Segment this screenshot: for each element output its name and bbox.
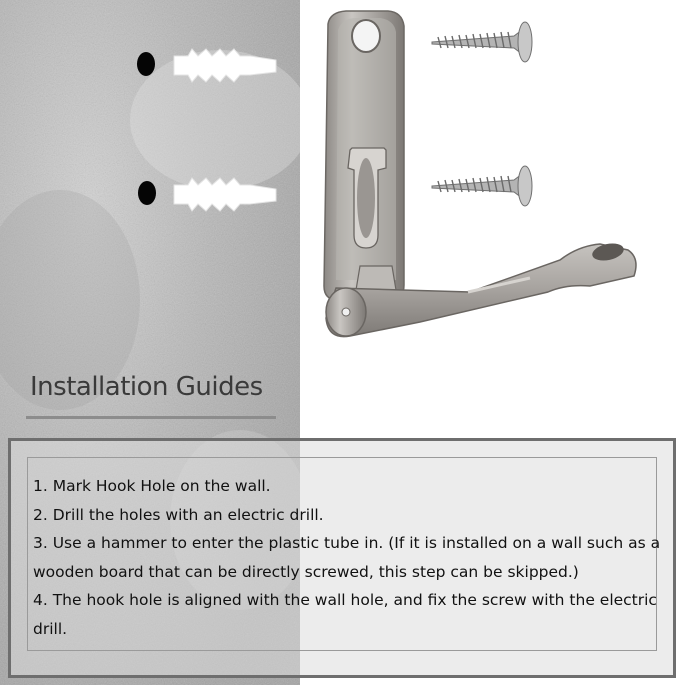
step-2: 2. Drill the holes with an electric drill.: [33, 505, 324, 524]
wall-hole-bottom: [138, 181, 156, 205]
screw-top: [432, 22, 532, 62]
wall-plug-bottom: [174, 178, 276, 211]
folding-hook: [324, 11, 636, 337]
step-3: 3. Use a hammer to enter the plastic tube in. (If it is installed on a wall such as a wooden board that can be directly screwed, this step can be skipped.): [33, 534, 661, 581]
installation-steps: [33, 472, 673, 643]
wall-hole-top: [137, 52, 155, 76]
screw-bottom: [432, 166, 532, 206]
step-4: 4. The hook hole is aligned with the wall hole, and fix the screw with the electric drill.: [33, 591, 657, 638]
title-underline: [26, 416, 276, 419]
page-title: Installation Guides: [30, 372, 263, 402]
step-1: 1. Mark Hook Hole on the wall.: [33, 477, 271, 495]
wall-plug-top: [174, 49, 276, 82]
